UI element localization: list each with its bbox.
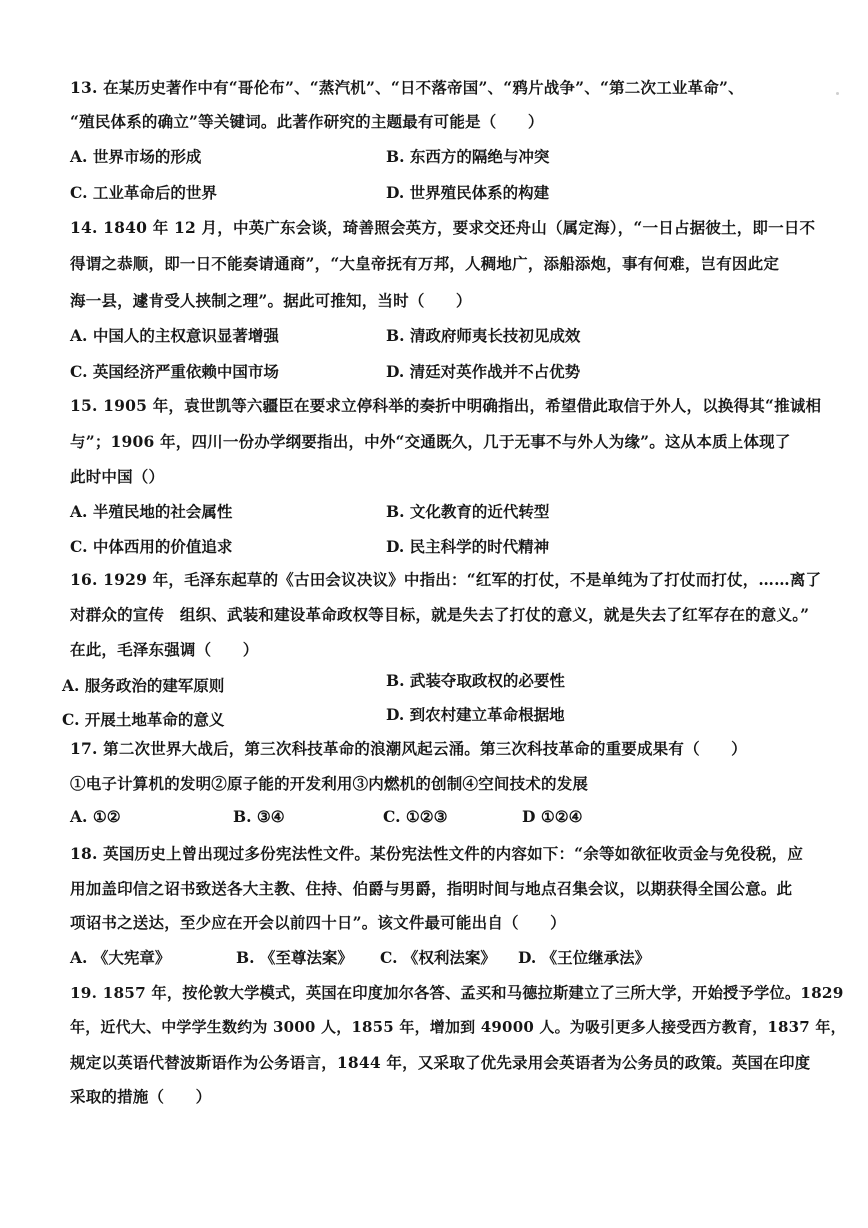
question-19-line-3: 规定以英语代替波斯语作为公务语言，1844 年，又采取了优先录用会英语者为公务员的政策。英国在印度 xyxy=(70,1053,811,1072)
question-14-line-3: 海一县，遽肯受人挟制之理”。据此可推知，当时（ ） xyxy=(70,291,472,310)
question-17-option-a: A. ①② xyxy=(70,807,121,826)
question-14-line-2: 得谓之恭顺，即一日不能奏请通商”，“大皇帝抚有万邦，人稠地广，添船添炮，事有何难，岂有因此定 xyxy=(70,254,780,273)
question-19-line-1: 19. 1857 年，按伦敦大学模式，英国在印度加尔各答、孟买和马德拉斯建立了三所大学，开始授予学位。1829 xyxy=(70,984,844,1002)
question-14-option-d: D. 清廷对英作战并不占优势 xyxy=(386,362,581,381)
question-15-line-3: 此时中国（） xyxy=(70,467,165,486)
question-13-option-b: B. 东西方的隔绝与冲突 xyxy=(386,147,550,166)
question-19-line-2: 年，近代大、中学学生数约为 3000 人，1855 年，增加到 49000 人。为吸引更多人接受西方教育，1837 年， xyxy=(70,1018,846,1036)
scan-speck xyxy=(836,92,839,95)
question-14-option-b: B. 清政府师夷长技初见成效 xyxy=(386,326,581,345)
question-15-line-1: 15. 1905 年，袁世凯等六疆臣在要求立停科举的奏折中明确指出，希望借此取信于外人，以换得其“推诚相 xyxy=(70,396,822,415)
question-18-option-b: B. 《至尊法案》 xyxy=(236,948,353,967)
question-14-option-c: C. 英国经济严重依赖中国市场 xyxy=(70,362,279,381)
question-18-option-a: A. 《大宪章》 xyxy=(70,948,171,967)
question-18-line-1: 18. 英国历史上曾出现过多份宪法性文件。某份宪法性文件的内容如下：“余等如欲征收贡金与免役税，应 xyxy=(70,844,804,863)
question-18-line-3: 项诏书之送达，至少应在开会以前四十日”。该文件最可能出自（ ） xyxy=(70,913,566,932)
question-13-line-1: 13. 在某历史著作中有“哥伦布”、“蒸汽机”、“日不落帝国”、“鸦片战争”、“第二次工业革命”、 xyxy=(70,78,744,97)
question-17-line-1: 17. 第二次世界大战后，第三次科技革命的浪潮风起云涌。第三次科技革命的重要成果有（ ） xyxy=(70,739,747,758)
question-16-option-c: C. 开展土地革命的意义 xyxy=(62,710,225,729)
question-13-line-2: “殖民体系的确立”等关键词。此著作研究的主题最有可能是（ ） xyxy=(70,112,544,131)
question-14-line-1: 14. 1840 年 12 月，中英广东会谈，琦善照会英方，要求交还舟山（属定海），“一日占据彼土，即一日不 xyxy=(70,218,816,237)
question-13-option-d: D. 世界殖民体系的构建 xyxy=(386,183,550,202)
question-15-line-2: 与”；1906 年，四川一份办学纲要指出，中外“交通既久，几于无事不与外人为缘”。这从本质上体现了 xyxy=(70,432,791,451)
question-15-option-d: D. 民主科学的时代精神 xyxy=(386,537,550,556)
question-16-line-2: 对群众的宣传 组织、武装和建设革命政权等目标，就是失去了打仗的意义，就是失去了红军存在的意义。” xyxy=(70,605,810,624)
question-19-line-4: 采取的措施（ ） xyxy=(70,1087,212,1106)
question-14-option-a: A. 中国人的主权意识显著增强 xyxy=(70,326,279,345)
question-17-line-2: ①电子计算机的发明②原子能的开发利用③内燃机的创制④空间技术的发展 xyxy=(70,774,589,793)
question-15-option-b: B. 文化教育的近代转型 xyxy=(386,502,550,521)
question-17-option-d: D ①②④ xyxy=(522,807,583,826)
question-18-line-2: 用加盖印信之诏书致送各大主教、住持、伯爵与男爵，指明时间与地点召集会议，以期获得全国公意。此 xyxy=(70,879,793,898)
question-17-option-c: C. ①②③ xyxy=(383,807,448,826)
question-16-option-d: D. 到农村建立革命根据地 xyxy=(386,705,565,724)
question-15-option-c: C. 中体西用的价值追求 xyxy=(70,537,233,556)
question-16-option-a: A. 服务政治的建军原则 xyxy=(62,676,225,695)
question-17-option-b: B. ③④ xyxy=(233,807,285,826)
question-18-option-d: D. 《王位继承法》 xyxy=(518,948,651,967)
question-16-option-b: B. 武装夺取政权的必要性 xyxy=(386,671,565,690)
question-16-line-3: 在此，毛泽东强调（ ） xyxy=(70,640,259,659)
question-18-option-c: C. 《权利法案》 xyxy=(380,948,496,967)
question-13-option-c: C. 工业革命后的世界 xyxy=(70,183,217,202)
question-13-option-a: A. 世界市场的形成 xyxy=(70,147,202,166)
question-16-line-1: 16. 1929 年，毛泽东起草的《古田会议决议》中指出：“红军的打仗，不是单纯为了打仗而打仗，……离了 xyxy=(70,570,822,589)
question-15-option-a: A. 半殖民地的社会属性 xyxy=(70,502,233,521)
